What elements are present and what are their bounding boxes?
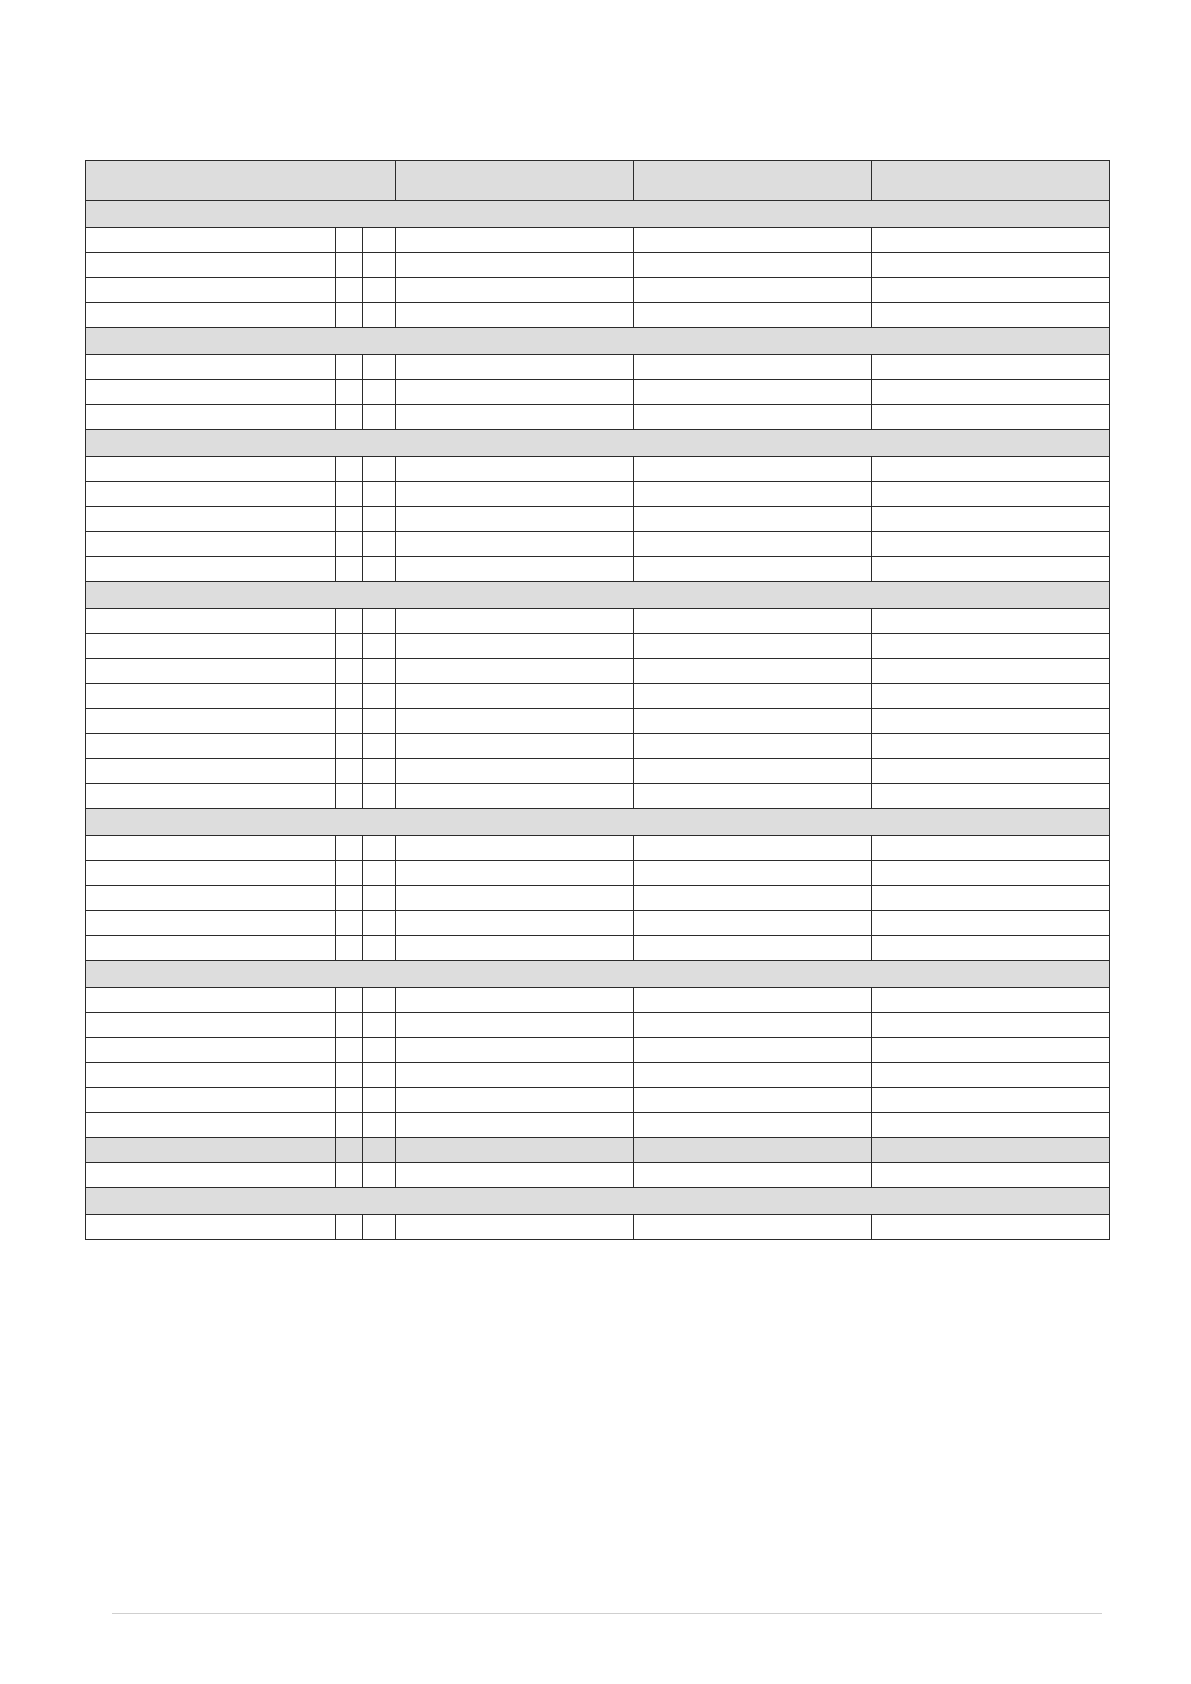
value-cell-1	[396, 988, 634, 1013]
value-cell-2	[634, 457, 872, 482]
section-header-row	[86, 961, 1110, 988]
table-row	[86, 1088, 1110, 1113]
value-cell-2	[634, 1163, 872, 1188]
label-cell	[86, 784, 336, 809]
value-cell-1	[396, 532, 634, 557]
table-row	[86, 734, 1110, 759]
value-cell-3	[872, 861, 1110, 886]
table-row	[86, 557, 1110, 582]
value-cell-3	[872, 507, 1110, 532]
check-cell-a	[336, 911, 363, 936]
check-cell-a	[336, 734, 363, 759]
table-row	[86, 355, 1110, 380]
label-cell	[86, 861, 336, 886]
value-cell-1	[396, 936, 634, 961]
label-cell	[86, 557, 336, 582]
value-cell-1	[396, 1063, 634, 1088]
value-cell-2	[634, 684, 872, 709]
value-cell-3	[872, 759, 1110, 784]
section-header-row	[86, 1188, 1110, 1215]
check-cell-b	[363, 936, 396, 961]
value-cell-1	[396, 278, 634, 303]
check-cell-a	[336, 405, 363, 430]
value-cell-2	[634, 532, 872, 557]
value-cell-3	[872, 1013, 1110, 1038]
label-cell	[86, 380, 336, 405]
value-cell-3	[872, 278, 1110, 303]
table-row	[86, 278, 1110, 303]
table-row	[86, 1215, 1110, 1240]
table-row	[86, 303, 1110, 328]
value-cell-2	[634, 709, 872, 734]
check-cell-b	[363, 482, 396, 507]
value-cell-2	[634, 734, 872, 759]
label-cell	[86, 988, 336, 1013]
value-cell-2	[634, 911, 872, 936]
check-cell-a	[336, 861, 363, 886]
value-cell-2	[634, 507, 872, 532]
value-cell-2	[634, 1063, 872, 1088]
blank-form-table	[85, 160, 1110, 1240]
value-cell-2	[634, 278, 872, 303]
value-cell-3	[872, 659, 1110, 684]
check-cell-b	[363, 1038, 396, 1063]
check-cell-b	[363, 1215, 396, 1240]
check-cell-a	[336, 1163, 363, 1188]
check-cell-a	[336, 355, 363, 380]
check-cell-b	[363, 355, 396, 380]
check-cell-b	[363, 734, 396, 759]
label-cell	[86, 911, 336, 936]
shaded-table-row	[86, 1138, 1110, 1163]
value-cell-3	[872, 1138, 1110, 1163]
check-cell-a	[336, 507, 363, 532]
value-cell-1	[396, 405, 634, 430]
table-row	[86, 684, 1110, 709]
label-cell	[86, 228, 336, 253]
check-cell-a	[336, 1013, 363, 1038]
check-cell-b	[363, 684, 396, 709]
value-cell-2	[634, 886, 872, 911]
value-cell-2	[634, 253, 872, 278]
section-header-cell	[86, 430, 1110, 457]
check-cell-b	[363, 253, 396, 278]
check-cell-a	[336, 886, 363, 911]
check-cell-a	[336, 988, 363, 1013]
label-cell	[86, 355, 336, 380]
header-cell-4	[872, 161, 1110, 201]
value-cell-3	[872, 380, 1110, 405]
footer-divider	[112, 1613, 1102, 1614]
value-cell-1	[396, 1088, 634, 1113]
table-row	[86, 253, 1110, 278]
value-cell-2	[634, 988, 872, 1013]
value-cell-1	[396, 709, 634, 734]
label-cell	[86, 734, 336, 759]
value-cell-2	[634, 759, 872, 784]
check-cell-b	[363, 557, 396, 582]
label-cell	[86, 507, 336, 532]
label-cell	[86, 1013, 336, 1038]
check-cell-a	[336, 784, 363, 809]
value-cell-1	[396, 380, 634, 405]
table-body	[86, 201, 1110, 1240]
table-row	[86, 507, 1110, 532]
table-row	[86, 457, 1110, 482]
check-cell-b	[363, 886, 396, 911]
value-cell-3	[872, 609, 1110, 634]
table-row	[86, 1013, 1110, 1038]
check-cell-a	[336, 759, 363, 784]
value-cell-2	[634, 482, 872, 507]
value-cell-2	[634, 936, 872, 961]
table-row	[86, 380, 1110, 405]
value-cell-1	[396, 634, 634, 659]
table-row	[86, 609, 1110, 634]
value-cell-1	[396, 1038, 634, 1063]
label-cell	[86, 936, 336, 961]
table-header-row	[86, 161, 1110, 201]
check-cell-a	[336, 253, 363, 278]
label-cell	[86, 1138, 336, 1163]
label-cell	[86, 1113, 336, 1138]
value-cell-1	[396, 557, 634, 582]
check-cell-a	[336, 228, 363, 253]
value-cell-1	[396, 1013, 634, 1038]
check-cell-b	[363, 405, 396, 430]
value-cell-2	[634, 1038, 872, 1063]
value-cell-3	[872, 709, 1110, 734]
check-cell-b	[363, 380, 396, 405]
check-cell-b	[363, 278, 396, 303]
value-cell-3	[872, 457, 1110, 482]
section-header-cell	[86, 201, 1110, 228]
label-cell	[86, 684, 336, 709]
check-cell-a	[336, 684, 363, 709]
check-cell-b	[363, 457, 396, 482]
check-cell-a	[336, 1088, 363, 1113]
label-cell	[86, 278, 336, 303]
table-row	[86, 886, 1110, 911]
value-cell-1	[396, 911, 634, 936]
value-cell-2	[634, 1215, 872, 1240]
value-cell-3	[872, 253, 1110, 278]
check-cell-b	[363, 609, 396, 634]
label-cell	[86, 457, 336, 482]
check-cell-b	[363, 784, 396, 809]
header-cell-2	[396, 161, 634, 201]
value-cell-3	[872, 684, 1110, 709]
table-row	[86, 1163, 1110, 1188]
section-header-row	[86, 328, 1110, 355]
table-row	[86, 634, 1110, 659]
table-row	[86, 405, 1110, 430]
check-cell-b	[363, 228, 396, 253]
section-header-row	[86, 430, 1110, 457]
label-cell	[86, 1163, 336, 1188]
value-cell-1	[396, 759, 634, 784]
table-row	[86, 659, 1110, 684]
table-row	[86, 532, 1110, 557]
value-cell-2	[634, 1088, 872, 1113]
check-cell-a	[336, 609, 363, 634]
value-cell-3	[872, 482, 1110, 507]
label-cell	[86, 759, 336, 784]
value-cell-3	[872, 988, 1110, 1013]
value-cell-3	[872, 784, 1110, 809]
check-cell-b	[363, 1113, 396, 1138]
label-cell	[86, 709, 336, 734]
label-cell	[86, 886, 336, 911]
table-row	[86, 228, 1110, 253]
table-row	[86, 784, 1110, 809]
value-cell-2	[634, 380, 872, 405]
check-cell-a	[336, 936, 363, 961]
value-cell-2	[634, 557, 872, 582]
check-cell-a	[336, 1038, 363, 1063]
value-cell-3	[872, 228, 1110, 253]
label-cell	[86, 1063, 336, 1088]
value-cell-2	[634, 609, 872, 634]
label-cell	[86, 609, 336, 634]
check-cell-b	[363, 836, 396, 861]
value-cell-3	[872, 1088, 1110, 1113]
value-cell-3	[872, 1113, 1110, 1138]
check-cell-a	[336, 1215, 363, 1240]
value-cell-1	[396, 861, 634, 886]
label-cell	[86, 1215, 336, 1240]
value-cell-1	[396, 684, 634, 709]
value-cell-1	[396, 253, 634, 278]
check-cell-a	[336, 532, 363, 557]
check-cell-a	[336, 709, 363, 734]
header-cell-1	[86, 161, 396, 201]
label-cell	[86, 634, 336, 659]
check-cell-b	[363, 659, 396, 684]
check-cell-a	[336, 457, 363, 482]
value-cell-2	[634, 861, 872, 886]
value-cell-2	[634, 303, 872, 328]
value-cell-3	[872, 1038, 1110, 1063]
check-cell-b	[363, 1088, 396, 1113]
check-cell-b	[363, 1163, 396, 1188]
table-row	[86, 836, 1110, 861]
value-cell-3	[872, 303, 1110, 328]
label-cell	[86, 303, 336, 328]
check-cell-a	[336, 482, 363, 507]
header-cell-3	[634, 161, 872, 201]
value-cell-3	[872, 1163, 1110, 1188]
value-cell-3	[872, 355, 1110, 380]
table-row	[86, 988, 1110, 1013]
check-cell-b	[363, 759, 396, 784]
section-header-cell	[86, 961, 1110, 988]
value-cell-1	[396, 1138, 634, 1163]
value-cell-2	[634, 228, 872, 253]
value-cell-3	[872, 1215, 1110, 1240]
label-cell	[86, 532, 336, 557]
check-cell-b	[363, 988, 396, 1013]
check-cell-b	[363, 861, 396, 886]
value-cell-2	[634, 1013, 872, 1038]
check-cell-b	[363, 303, 396, 328]
value-cell-1	[396, 734, 634, 759]
table-row	[86, 759, 1110, 784]
value-cell-1	[396, 228, 634, 253]
check-cell-b	[363, 1063, 396, 1088]
check-cell-b	[363, 1138, 396, 1163]
section-header-row	[86, 809, 1110, 836]
label-cell	[86, 836, 336, 861]
value-cell-3	[872, 532, 1110, 557]
value-cell-1	[396, 836, 634, 861]
check-cell-b	[363, 532, 396, 557]
section-header-cell	[86, 1188, 1110, 1215]
check-cell-a	[336, 278, 363, 303]
check-cell-a	[336, 380, 363, 405]
check-cell-a	[336, 1063, 363, 1088]
value-cell-3	[872, 634, 1110, 659]
value-cell-2	[634, 1113, 872, 1138]
value-cell-1	[396, 1113, 634, 1138]
check-cell-b	[363, 911, 396, 936]
value-cell-2	[634, 355, 872, 380]
table-row	[86, 911, 1110, 936]
value-cell-3	[872, 405, 1110, 430]
value-cell-2	[634, 836, 872, 861]
value-cell-3	[872, 911, 1110, 936]
check-cell-a	[336, 1138, 363, 1163]
section-header-cell	[86, 809, 1110, 836]
section-header-cell	[86, 582, 1110, 609]
table-row	[86, 1063, 1110, 1088]
label-cell	[86, 1038, 336, 1063]
value-cell-3	[872, 936, 1110, 961]
value-cell-3	[872, 886, 1110, 911]
value-cell-3	[872, 557, 1110, 582]
value-cell-1	[396, 355, 634, 380]
check-cell-b	[363, 1013, 396, 1038]
check-cell-a	[336, 634, 363, 659]
label-cell	[86, 1088, 336, 1113]
value-cell-1	[396, 609, 634, 634]
check-cell-a	[336, 303, 363, 328]
section-header-cell	[86, 328, 1110, 355]
value-cell-2	[634, 784, 872, 809]
table-row	[86, 861, 1110, 886]
table-row	[86, 482, 1110, 507]
value-cell-1	[396, 1215, 634, 1240]
value-cell-1	[396, 1163, 634, 1188]
value-cell-1	[396, 303, 634, 328]
value-cell-2	[634, 1138, 872, 1163]
value-cell-2	[634, 634, 872, 659]
value-cell-1	[396, 886, 634, 911]
check-cell-b	[363, 634, 396, 659]
check-cell-b	[363, 507, 396, 532]
section-header-row	[86, 582, 1110, 609]
check-cell-a	[336, 1113, 363, 1138]
table-row	[86, 936, 1110, 961]
check-cell-a	[336, 836, 363, 861]
table-row	[86, 1113, 1110, 1138]
value-cell-2	[634, 659, 872, 684]
label-cell	[86, 253, 336, 278]
table-row	[86, 709, 1110, 734]
table-row	[86, 1038, 1110, 1063]
value-cell-1	[396, 659, 634, 684]
value-cell-1	[396, 482, 634, 507]
value-cell-2	[634, 405, 872, 430]
value-cell-1	[396, 507, 634, 532]
value-cell-3	[872, 1063, 1110, 1088]
check-cell-a	[336, 659, 363, 684]
check-cell-b	[363, 709, 396, 734]
value-cell-3	[872, 734, 1110, 759]
check-cell-a	[336, 557, 363, 582]
value-cell-3	[872, 836, 1110, 861]
label-cell	[86, 659, 336, 684]
section-header-row	[86, 201, 1110, 228]
label-cell	[86, 405, 336, 430]
value-cell-1	[396, 784, 634, 809]
label-cell	[86, 482, 336, 507]
value-cell-1	[396, 457, 634, 482]
